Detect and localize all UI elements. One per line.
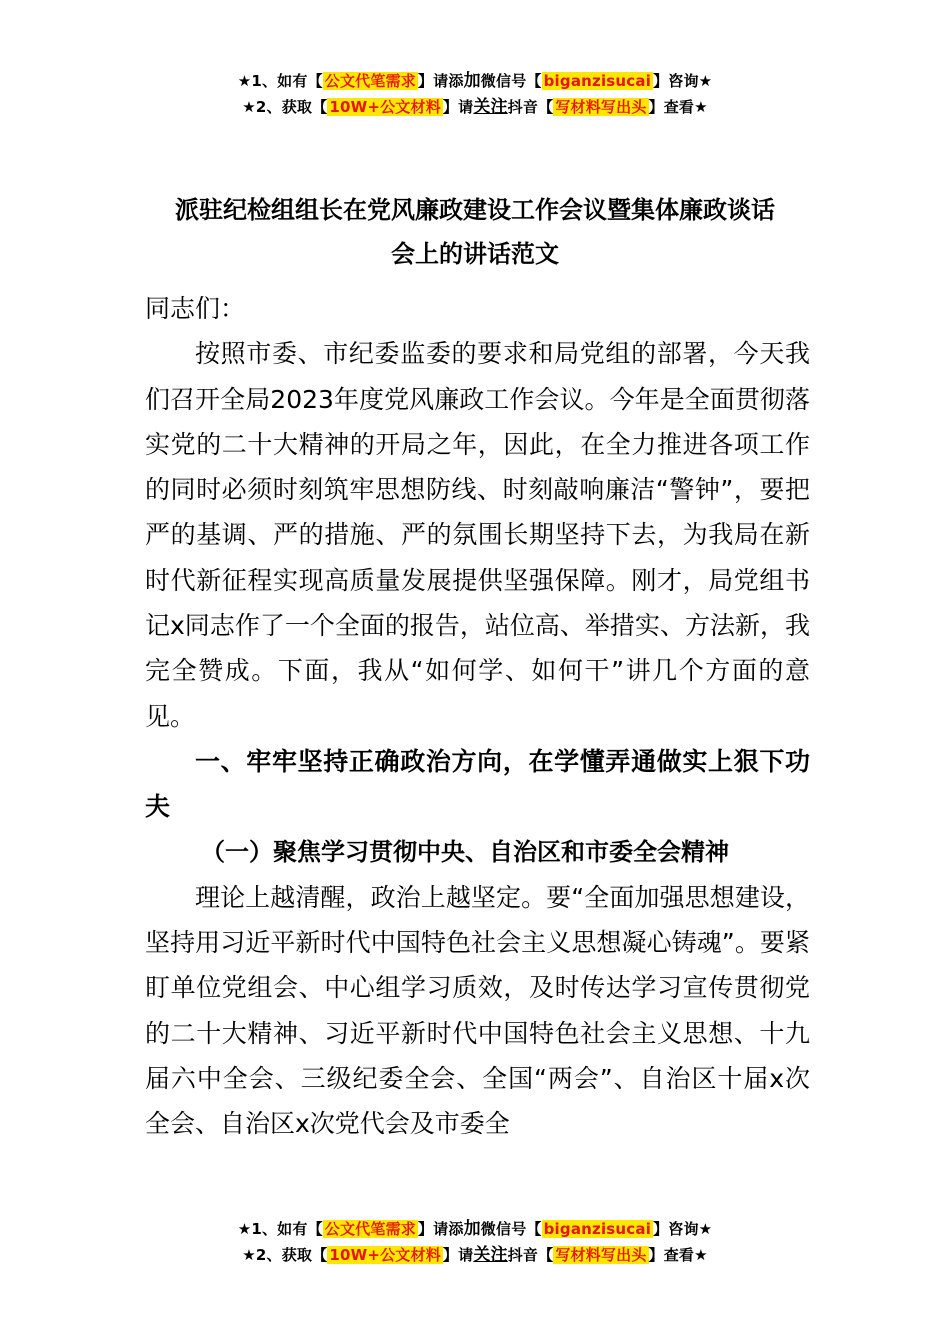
subsection-heading-1: （一）聚焦学习贯彻中央、自治区和市委全会精神 bbox=[201, 837, 729, 866]
highlight-wechat-id: biganzisucai bbox=[543, 72, 652, 90]
footer-highlight-douyin-account: 写材料写出头 bbox=[555, 1246, 647, 1264]
footer-highlight-wechat-id: biganzisucai bbox=[543, 1220, 652, 1238]
title-line-1: 派驻纪检组组长在党风廉政建设工作会议暨集体廉政谈话 bbox=[175, 196, 775, 224]
salutation: 同志们： bbox=[145, 294, 246, 323]
paragraph-subsection-1: 理论上越清醒，政治上越坚定。要“全面加强思想建设，坚持用习近平新时代中国特色社会主义思想凝心铸魂”。要紧盯单位党组会、中心组学习质效，及时传达学习宣传贯彻党的二十大精神、习近平新时代中国特色社会主义思想、十九届六中全会、三级纪委全会、全国“两会”、自治区十届x次全会、自治区x次党代会及市委全 bbox=[145, 882, 810, 1139]
footer-banner-line-1: ★1、如有【 公文代笔需求 】请添加微信号【 biganzisucai 】咨询★ bbox=[237, 1219, 713, 1239]
header-banner bbox=[0, 68, 950, 120]
highlight-materials: 10W+公文材料 bbox=[329, 98, 441, 116]
document-title bbox=[140, 188, 810, 276]
footer-banner bbox=[0, 1216, 950, 1268]
footer-banner-line-2: ★2、获取【 10W+公文材料 】请关注抖音【 写材料写出头 】查看★ bbox=[242, 1245, 708, 1265]
highlight-service: 公文代笔需求 bbox=[324, 72, 416, 90]
footer-highlight-service: 公文代笔需求 bbox=[324, 1220, 416, 1238]
banner-line-1: ★1、如有【 公文代笔需求 】请添加微信号【 biganzisucai 】咨询★ bbox=[237, 71, 713, 91]
section-heading-1: 一、牢牢坚持正确政治方向，在学懂弄通做实上狠下功夫 bbox=[145, 746, 810, 822]
highlight-douyin-account: 写材料写出头 bbox=[555, 98, 647, 116]
document-body bbox=[145, 286, 810, 1147]
footer-highlight-materials: 10W+公文材料 bbox=[329, 1246, 441, 1264]
title-line-2: 会上的讲话范文 bbox=[391, 240, 559, 268]
paragraph-intro: 按照市委、市纪委监委的要求和局党组的部署，今天我们召开全局2023年度党风廉政工作会议。今年是全面贯彻落实党的二十大精神的开局之年，因此，在全力推进各项工作的同时必须时刻筑牢思想防线、时刻敲响廉洁“警钟”，要把严的基调、严的措施、严的氛围长期坚持下去，为我局在新时代新征程实现高质量发展提供坚强保障。刚才，局党组书记x同志作了一个全面的报告，站位高、举措实、方法新，我完全赞成。下面，我从“如何学、如何干”讲几个方面的意见。 bbox=[145, 339, 810, 731]
banner-line-2: ★2、获取【 10W+公文材料 】请关注抖音【 写材料写出头 】查看★ bbox=[242, 97, 708, 117]
